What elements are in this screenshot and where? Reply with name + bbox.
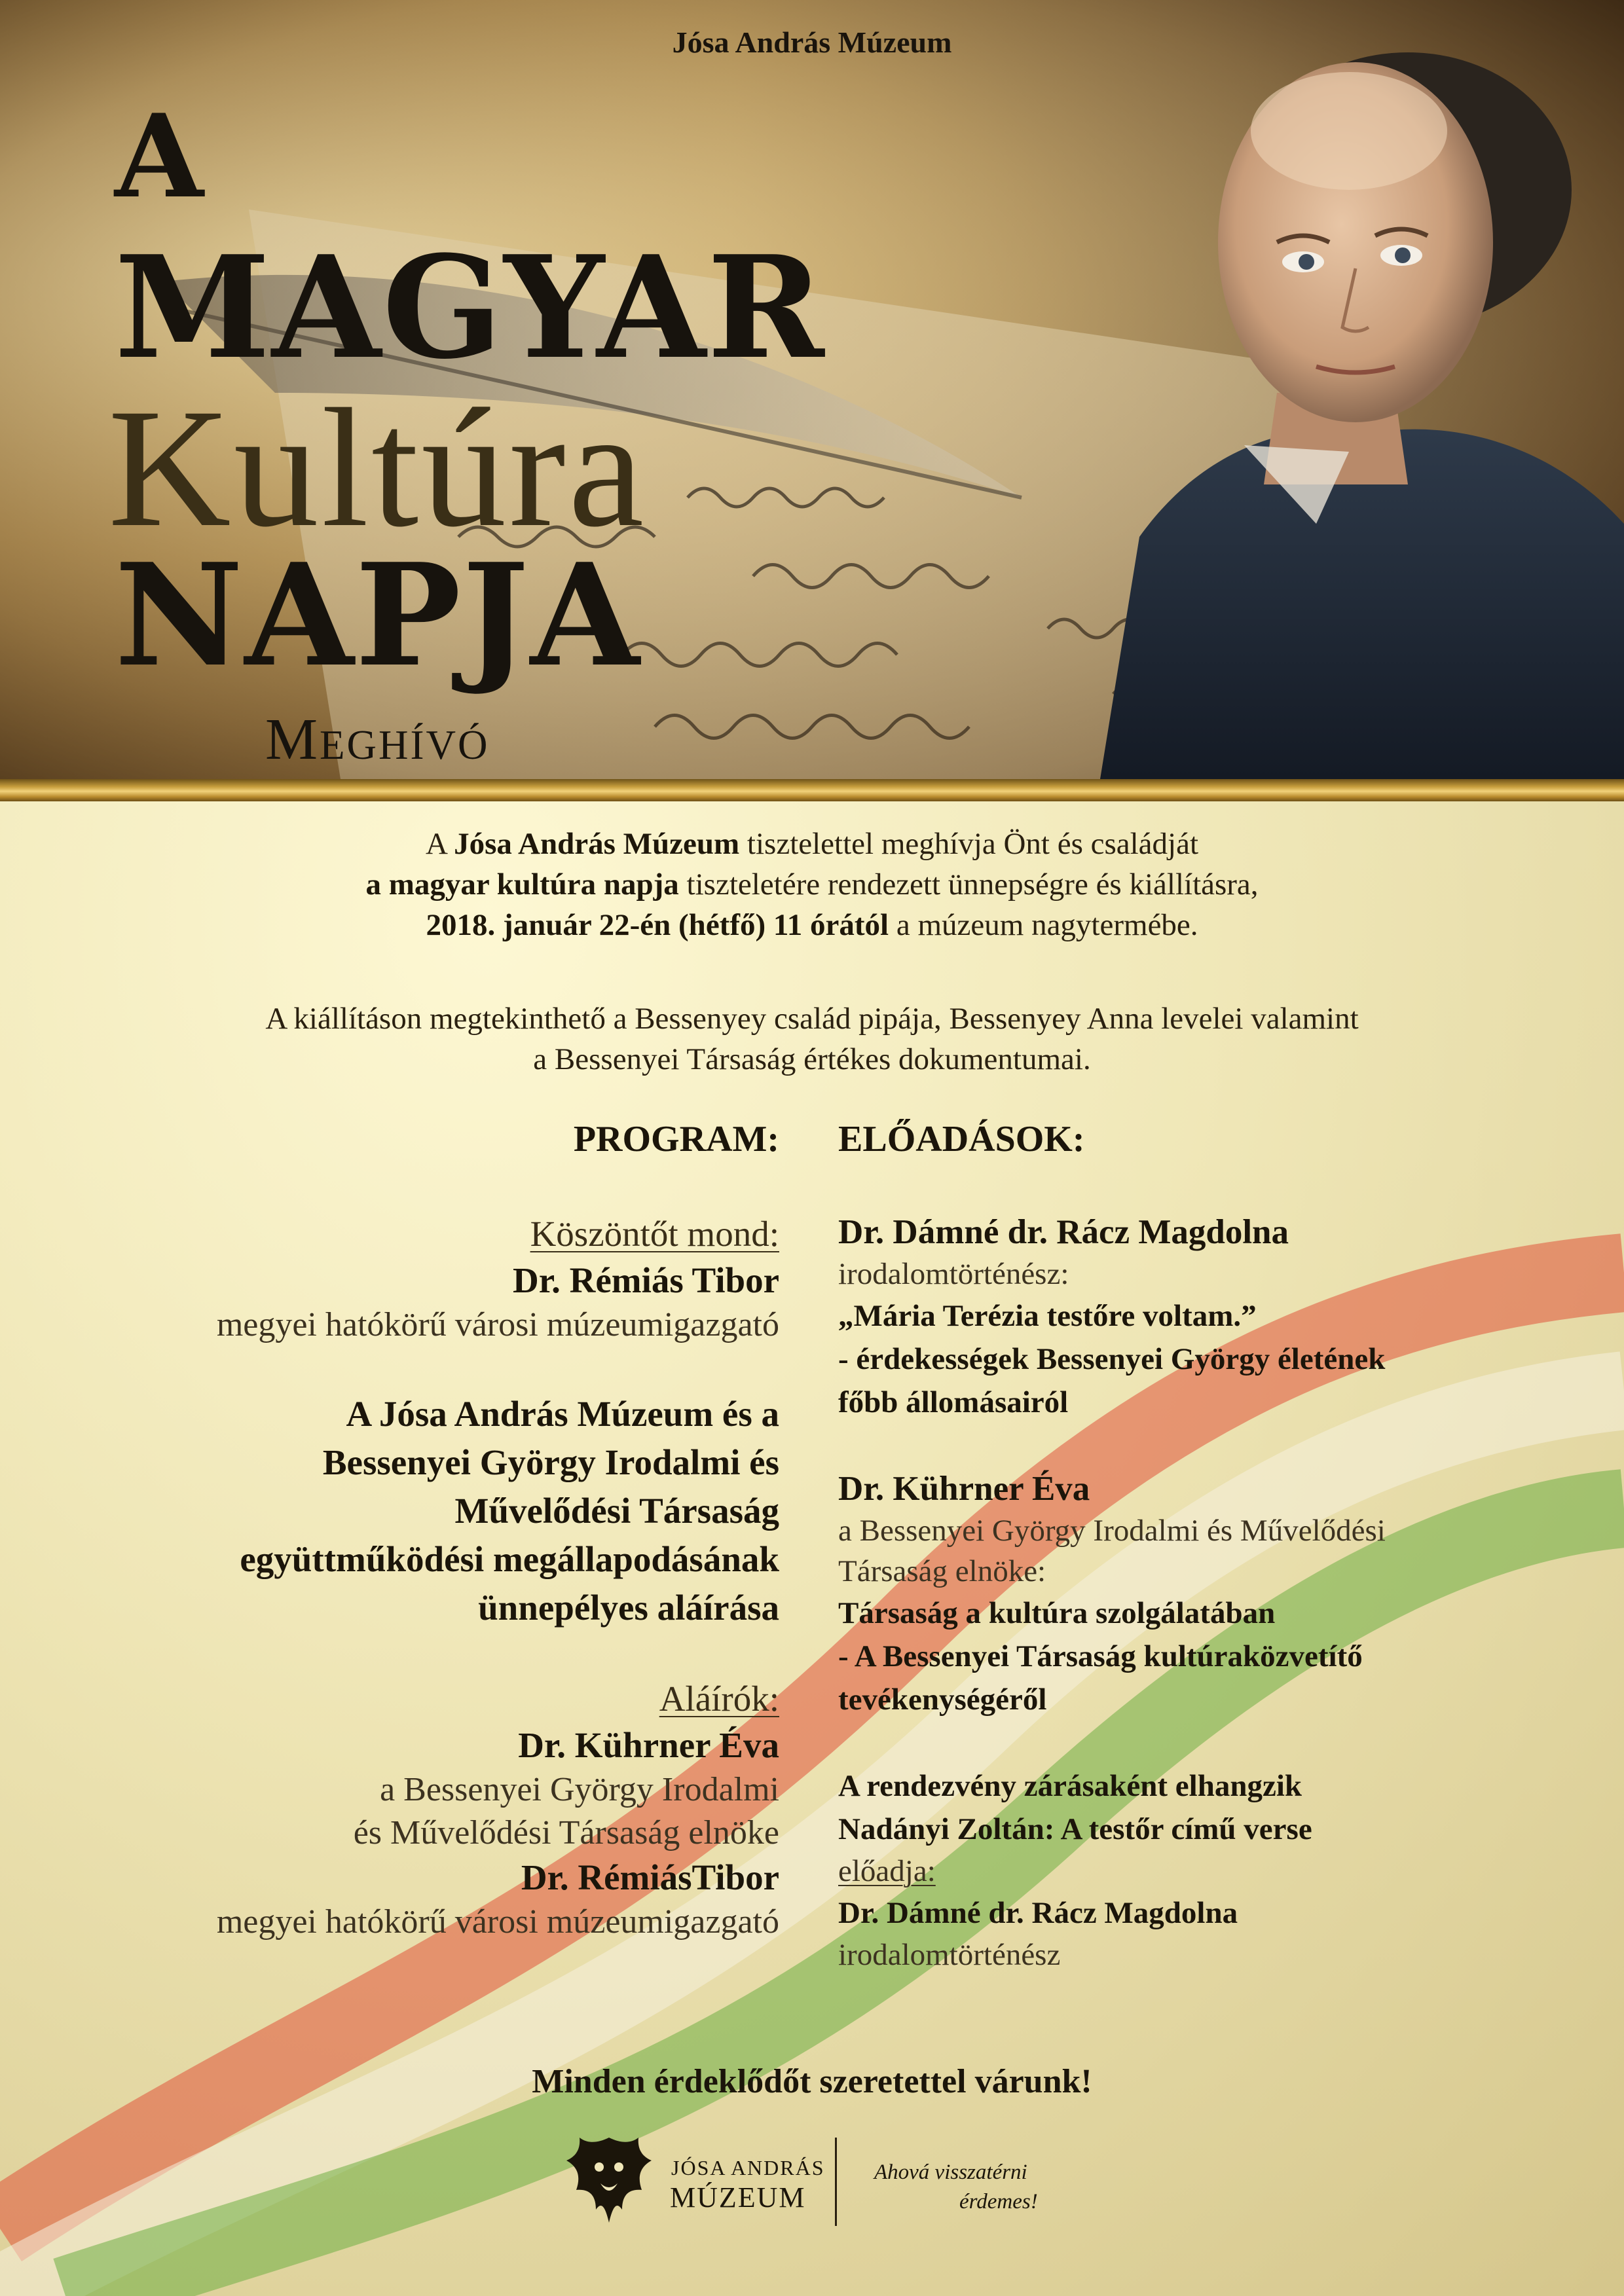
intro-date-time: 2018. január 22-én (hétfő) 11 órától [426, 908, 889, 942]
welcome-message: Minden érdeklődőt szeretettel várunk! [532, 2063, 1092, 2100]
invitation-intro [65, 824, 1559, 945]
intro-text: a múzeum nagytermébe. [889, 908, 1198, 942]
subtitle-invitation: Meghívó [265, 707, 490, 772]
exhibit-description [65, 998, 1559, 1080]
greeting-name: Dr. Rémiás Tibor [513, 1260, 779, 1300]
motto-line-2: érdemes! [959, 2190, 1038, 2214]
performer-role: irodalomtörténész [838, 1938, 1061, 1972]
museum-name-top: Jósa András Múzeum [672, 26, 952, 59]
lecturer-1-role: irodalomtörténész: [838, 1257, 1069, 1291]
museum-logo [560, 2131, 1084, 2229]
performer-name: Dr. Dámné dr. Rácz Magdolna [838, 1896, 1238, 1930]
agreement-line: együttműködési megállapodásának [240, 1539, 779, 1579]
lecture-2-title: - A Bessenyei Társaság kultúraközvetítő [838, 1639, 1363, 1673]
lecture-1-title: főbb állomásairól [838, 1385, 1069, 1419]
lecturer-2-name: Dr. Kührner Éva [838, 1470, 1090, 1508]
logo-text-top: JÓSA ANDRÁS [671, 2156, 825, 2179]
exhibit-line-1: A kiállításon megtekinthető a Bessenyey család pipája, Bessenyey Anna levelei valamint [265, 1002, 1359, 1036]
exhibit-line-2: a Bessenyei Társaság értékes dokumentumai. [533, 1042, 1091, 1076]
signer-2-role: megyei hatókörű városi múzeumigazgató [216, 1903, 779, 1941]
lectures-heading: ELŐADÁSOK: [838, 1119, 1085, 1159]
intro-line-3 [65, 905, 1559, 945]
agreement-line: A Jósa András Múzeum és a [346, 1394, 779, 1434]
gold-divider-band [0, 779, 1624, 801]
agreement-line: ünnepélyes aláírása [478, 1588, 779, 1628]
intro-line-2 [65, 864, 1559, 905]
signer-1-role: a Bessenyei György Irodalmi [380, 1771, 779, 1808]
intro-museum-name: Jósa András Múzeum [454, 827, 740, 861]
agreement-line: Bessenyei György Irodalmi és [322, 1442, 779, 1482]
museum-crest-icon [560, 2131, 658, 2229]
signer-1-name: Dr. Kührner Éva [518, 1725, 779, 1765]
signer-2-name: Dr. RémiásTibor [521, 1857, 779, 1897]
greeting-label: Köszöntőt mond: [530, 1214, 779, 1254]
intro-event-name: a magyar kultúra napja [365, 867, 679, 902]
title-line-magyar: MAGYAR [115, 225, 826, 390]
lecturer-2-role: a Bessenyei György Irodalmi és Művelődési [838, 1514, 1386, 1548]
title-line-napja: NAPJA [115, 532, 641, 698]
title-line-a: A [115, 90, 208, 224]
greeting-role: megyei hatókörű városi múzeumigazgató [216, 1306, 779, 1343]
title-line-kultura: Kultúra [108, 374, 647, 562]
lecture-1-title: - érdekességek Bessenyei György életének [838, 1342, 1386, 1376]
closing-line: Nadányi Zoltán: A testőr című verse [838, 1812, 1312, 1846]
signers-label: Aláírók: [659, 1679, 779, 1719]
header-banner [0, 0, 1624, 779]
lecture-1-title: „Mária Terézia testőre voltam.” [838, 1299, 1257, 1333]
program-column [52, 1116, 779, 1944]
logo-text-main: MÚZEUM [670, 2181, 806, 2214]
logo-divider [835, 2138, 837, 2226]
closing-line: A rendezvény zárásaként elhangzik [838, 1769, 1302, 1803]
intro-text: tiszteletére rendezett ünnepségre és kiállításra, [678, 867, 1259, 902]
lecturer-1-name: Dr. Dámné dr. Rácz Magdolna [838, 1213, 1289, 1251]
intro-text: tisztelettel meghívja Önt és családját [739, 827, 1199, 861]
intro-line-1 [65, 824, 1559, 864]
lecture-2-title: tevékenységéről [838, 1683, 1047, 1717]
lecture-2-title: Társaság a kultúra szolgálatában [838, 1596, 1276, 1630]
motto-line-1: Ahová visszatérni [874, 2160, 1027, 2184]
portrait-image [1100, 26, 1624, 779]
intro-text: A [425, 827, 454, 861]
lecturer-2-role: Társaság elnöke: [838, 1554, 1046, 1588]
agreement-line: Művelődési Társaság [454, 1491, 779, 1531]
performer-label: előadja: [838, 1854, 936, 1888]
lectures-column [838, 1116, 1578, 1975]
signer-1-role: és Művelődési Társaság elnöke [353, 1814, 779, 1851]
program-heading: PROGRAM: [573, 1119, 779, 1159]
